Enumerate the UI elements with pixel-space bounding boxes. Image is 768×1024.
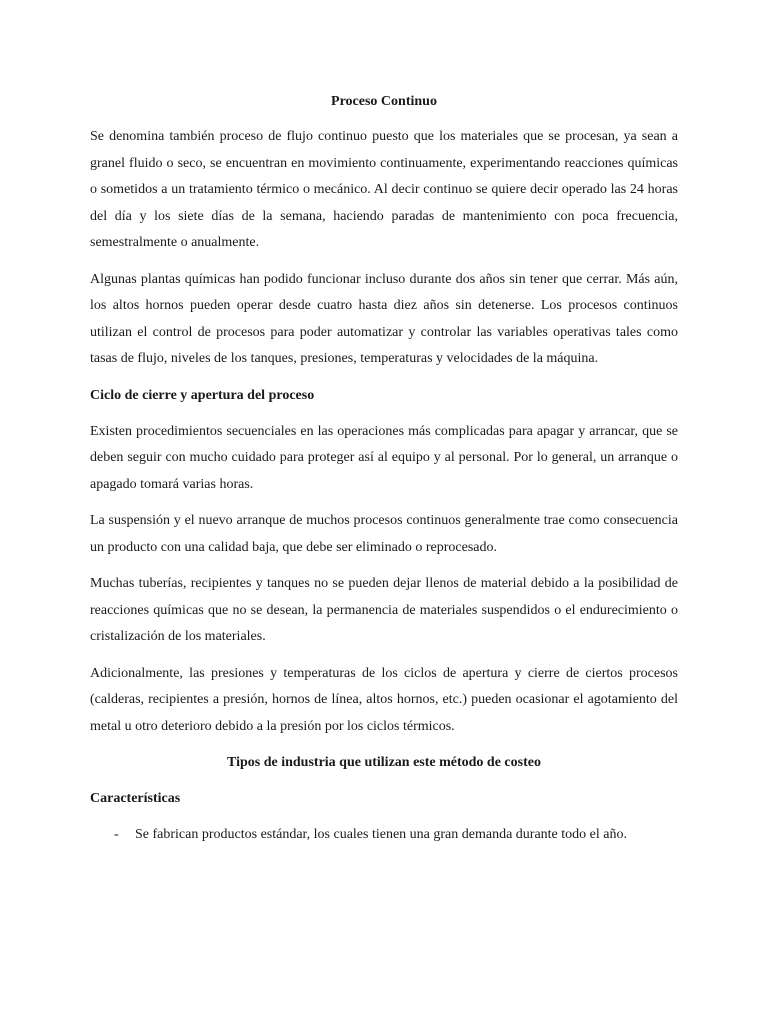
paragraph-suspension: La suspensión y el nuevo arranque de muchos procesos continuos generalmente trae como consecuencia un producto con una calidad baja, que debe ser eliminado o reprocesado. <box>90 513 678 555</box>
section-heading-industry-types: Tipos de industria que utilizan este método de costeo <box>227 755 541 770</box>
section-heading-cycle: Ciclo de cierre y apertura del proceso <box>90 387 315 403</box>
section-heading-features: Características <box>90 791 181 806</box>
paragraph-pressures-temperatures: Adicionalmente, las presiones y temperaturas de los ciclos de apertura y cierre de ciertos procesos (calderas, recipientes a presión, hornos de línea, altos hornos, etc.) pueden ocasionar el agotamiento del metal u otro deterioro debido a la presión por los ciclos térmicos. <box>90 665 678 734</box>
document-page <box>90 88 678 848</box>
features-list <box>90 822 678 848</box>
document-title: Proceso Continuo <box>331 94 437 109</box>
dash-bullet-icon: - <box>114 827 119 842</box>
paragraph-sequential-procedures: Existen procedimientos secuenciales en las operaciones más complicadas para apagar y arrancar, que se deben seguir con mucho cuidado para proteger así al equipo y al personal. Por lo general, un arranque o apagado tomará varias horas. <box>90 423 678 492</box>
list-item-text: Se fabrican productos estándar, los cuales tienen una gran demanda durante todo el año. <box>135 827 627 842</box>
paragraph-chemical-plants: Algunas plantas químicas han podido funcionar incluso durante dos años sin tener que cerrar. Más aún, los altos hornos pueden operar desde cuatro hasta diez años sin detenerse. Los procesos continuos utilizan el control de procesos para poder automatizar y controlar las variables operativas tales como tasas de flujo, niveles de los tanques, presiones, temperaturas y velocidades de la máquina. <box>90 271 678 366</box>
paragraph-definition: Se denomina también proceso de flujo continuo puesto que los materiales que se procesan, ya sean a granel fluido o seco, se encuentran en movimiento continuamente, experimentando reacciones químicas o sometidos a un tratamiento térmico o mecánico. Al decir continuo se quiere decir operado las 24 horas del día y los siete días de la semana, haciendo paradas de mantenimiento con poca frecuencia, semestralmente o anualmente. <box>90 129 678 250</box>
list-item <box>90 822 678 848</box>
paragraph-pipes-tanks: Muchas tuberías, recipientes y tanques no se pueden dejar llenos de material debido a la posibilidad de reacciones químicas que no se desean, la permanencia de materiales suspendidos o el endurecimiento o cristalización de los materiales. <box>90 576 678 644</box>
